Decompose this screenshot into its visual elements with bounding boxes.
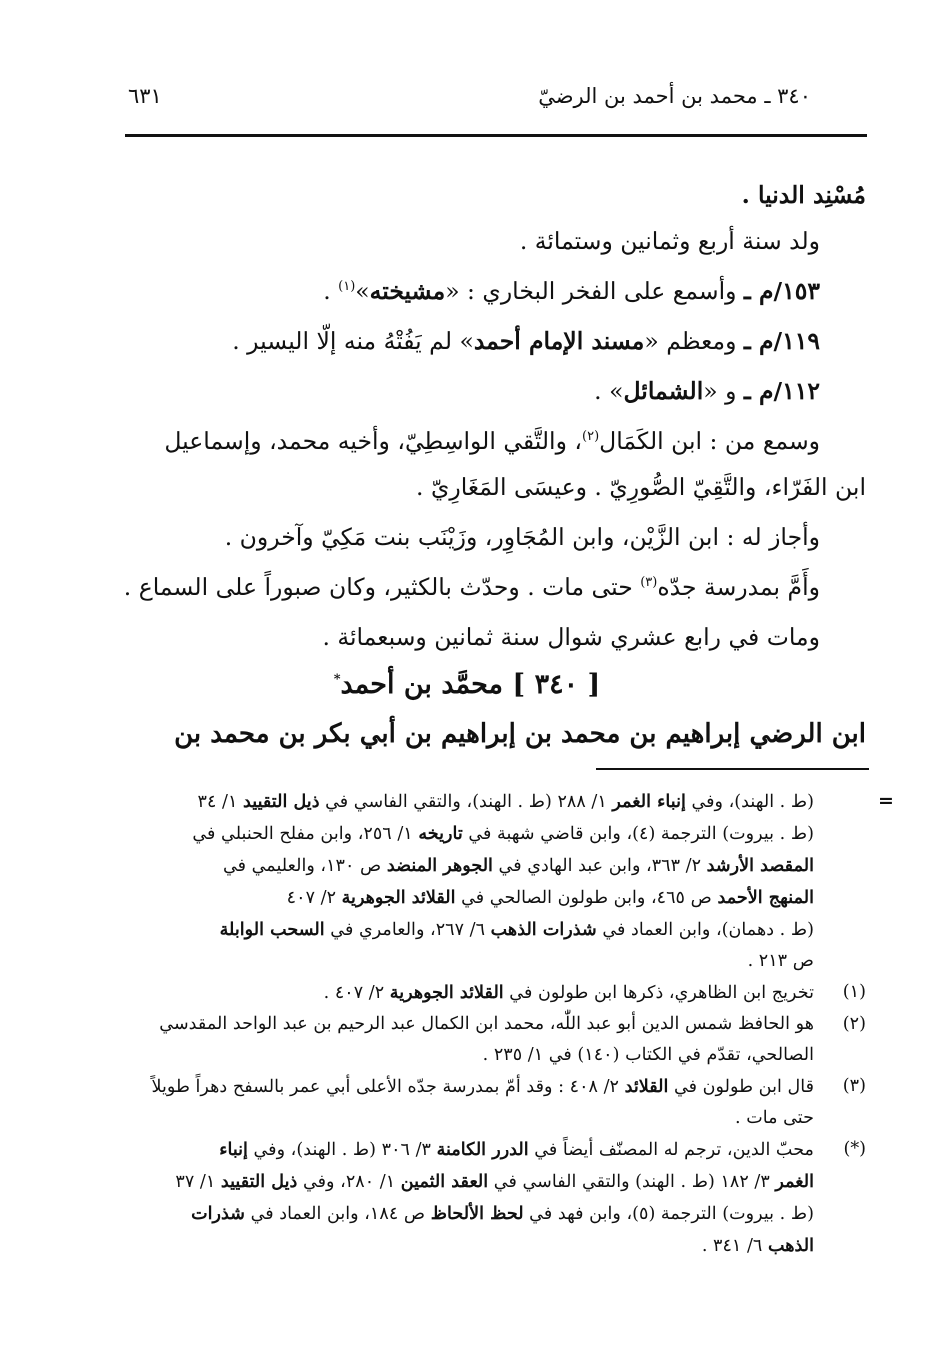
text-span: (ط . دهمان)، وابن العماد في (596, 920, 814, 940)
book-title: الذهب (767, 1235, 814, 1256)
text-span: و « (703, 377, 744, 405)
text-span: ص ٤٦٥، وابن طولون الصالحي في (455, 888, 718, 908)
header-rule (125, 134, 867, 137)
book-title: مشيخته (369, 277, 446, 305)
book-title: ذيل التقييد (243, 791, 320, 812)
footnote-marker: (*) (843, 1139, 866, 1159)
text-span: محبّ الدين، ترجم له المصنّف أيضاً في (528, 1140, 814, 1160)
text-line (68, 318, 866, 364)
footnote-ref[interactable]: (١) (338, 279, 356, 295)
text-line: وأجاز له : ابن الزَّيْن، وابن المُجَاوِر، وزَيْنَب بنت مَكِيّ وآخرون . (224, 523, 820, 551)
text-span: » (355, 277, 370, 305)
footnote-line (124, 914, 866, 946)
text-span: ١/ ٢٥٦، وابن مفلح الحنبلي في (192, 824, 419, 844)
text-span: ١/ ٣٧ (175, 1172, 221, 1192)
footnote-line (124, 977, 814, 1009)
book-title: الشمائل (623, 377, 704, 405)
hadith-number: ١٥٣/م ـ (743, 277, 820, 305)
book-title: إنباء (219, 1139, 248, 1160)
book-title: شذرات (191, 1203, 246, 1224)
footnote-marker: (٢) (842, 1014, 866, 1034)
footnote-1 (124, 977, 866, 1009)
footnote-line (124, 1071, 814, 1103)
main-text (68, 172, 866, 758)
text-span: ٦/ ٣٤١ . (701, 1236, 768, 1256)
book-title: الجوهر المنضد (386, 855, 493, 876)
text-line (68, 368, 866, 414)
text-line (68, 418, 866, 464)
footnote-line (124, 1230, 814, 1262)
footnote-star (124, 1134, 866, 1262)
footnote-marker: (٣) (842, 1076, 866, 1096)
footnote-marker: (١) (842, 982, 866, 1002)
hadith-number: ١١٢/م ـ (743, 377, 820, 405)
footnote-line: حتى مات . (735, 1108, 814, 1128)
text-line (68, 268, 866, 314)
book-title: العقد الثمين (400, 1171, 489, 1192)
text-line: ومات في رابع عشري شوال سنة ثمانين وسبعمائة . (322, 623, 820, 651)
text-span: ١/ ٢٨٨ (ط . الهند)، والتقي الفاسي في (319, 792, 613, 812)
book-title: ذيل التقييد (220, 1171, 298, 1192)
footnote-line (124, 1166, 814, 1198)
footnote-line: ص ٢١٣ . (747, 951, 814, 971)
text-span: (ط . بيروت) الترجمة (٤)، وابن قاضي شهبة في (462, 824, 814, 844)
footnote-line (124, 818, 866, 850)
text-span: ٢/ ٤٠٨ : وقد أمّ بمدرسة جدّه الأعلى أبي عمر بالسفح دهراً طويلاً (151, 1077, 625, 1097)
footnote-2 (124, 1009, 866, 1071)
text-span: ص ١٨٤، وابن العماد في (245, 1204, 431, 1224)
book-title: السحب الوابلة (219, 919, 325, 940)
text-span: وسمع من : ابن الكَمَال (599, 427, 820, 455)
footnote-line: هو الحافظ شمس الدين أبو عبد اللّٰه، محمد ابن الكمال عبد الرحيم بن عبد الواحد المقدسي (159, 1014, 814, 1034)
text-span: ٢/ ٣٦٣، وابن عبد الهادي في (492, 856, 707, 876)
text-span: ٢/ ٤٠٧ (286, 888, 342, 908)
continuation-mark: = (878, 790, 894, 812)
footnote-3 (124, 1071, 866, 1134)
text-span: ٣/ ١٨٢ (ط . الهند) والتقي الفاسي في (488, 1172, 776, 1192)
footnote-ref[interactable]: (٣) (640, 575, 658, 591)
text-span: ٣/ ٣٠٦ (ط . الهند)، وفي (247, 1140, 437, 1160)
text-span: ١/ ٢٨٠، وفي (297, 1172, 401, 1192)
text-span: ص ١٣٠، والعليمي في (222, 856, 387, 876)
text-span: ٦/ ٢٦٧، والعامري في (324, 920, 491, 940)
entry-subtitle: ابن الرضي إبراهيم بن محمد بن إبراهيم بن أبي بكر بن محمد بن (174, 719, 866, 749)
book-title: المنهج الأحمد (717, 887, 814, 908)
book-title: القلائد الجوهرية (389, 982, 504, 1003)
text-span: » لم يَفُتْهُ منه إلّا اليسير . (232, 327, 474, 355)
text-span: ٢/ ٤٠٧ . (323, 983, 390, 1003)
footnote-rule (596, 768, 869, 770)
footnote-line (124, 1198, 814, 1230)
text-line: ابن الفَرّاء، والتَّقِيّ الصُّورِيّ . وعيسَى المَغَارِيّ . (416, 473, 866, 501)
hadith-number: ١١٩/م ـ (743, 327, 820, 355)
book-title: الدرر الكامنة (436, 1139, 529, 1160)
text-line: مُسْنِد الدنيا . (741, 181, 866, 209)
text-span: ، والتَّقي الواسِطِيّ، وأخيه محمد، وإسماعيل (164, 427, 582, 455)
footnotes (124, 786, 866, 1262)
book-title: الغمر (775, 1171, 814, 1192)
text-span: ١/ ٣٤ (197, 792, 244, 812)
footnote-line (124, 882, 866, 914)
book-title: إنباء الغمر (612, 791, 686, 812)
text-span: وأَمَّ بمدرسة جدّه (657, 573, 820, 601)
text-span: . (323, 277, 339, 305)
text-span: قال ابن طولون في (668, 1077, 814, 1097)
entry-heading (68, 660, 866, 710)
book-title: شذرات الذهب (490, 919, 597, 940)
book-title: القلائد (624, 1076, 669, 1097)
text-span: وأسمع على الفخر البخاري : « (445, 277, 744, 305)
footnote-ref[interactable]: (٢) (582, 429, 600, 445)
book-title: لحظ الألحاظ (430, 1203, 524, 1224)
footnote-line (124, 1134, 814, 1166)
page-number: ٦٣١ (128, 84, 162, 108)
book-title: تاريخه (418, 823, 463, 844)
footnote-line: الصالحي، تقدّم في الكتاب (١٤٠) في ١/ ٢٣٥ . (482, 1045, 814, 1065)
text-span: (ط . بيروت) الترجمة (٥)، وابن فهد في (523, 1204, 814, 1224)
text-span: » . (594, 377, 624, 405)
entry-title: [ ٣٤٠ ] محمَّد بن أحمد (340, 669, 601, 700)
footnote-line (124, 786, 866, 818)
text-span: تخريج ابن الظاهري، ذكرها ابن طولون في (503, 983, 814, 1003)
footnote-line (124, 850, 866, 882)
book-title: القلائد الجوهرية (341, 887, 456, 908)
running-title: ٣٤٠ ـ محمد بن أحمد بن الرضيّ (538, 84, 811, 108)
text-line: ولد سنة أربع وثمانين وستمائة . (519, 227, 820, 255)
text-span: ومعظم « (644, 327, 744, 355)
text-line (68, 564, 866, 610)
text-span: (ط . الهند)، وفي (685, 792, 814, 812)
text-span: حتى مات . وحدّث بالكثير، وكان صبوراً على السماع . (123, 573, 641, 601)
footnote-ref[interactable]: * (333, 672, 341, 687)
book-title: مسند الإمام أحمد (473, 327, 645, 355)
book-title: المقصد الأرشد (706, 855, 814, 876)
